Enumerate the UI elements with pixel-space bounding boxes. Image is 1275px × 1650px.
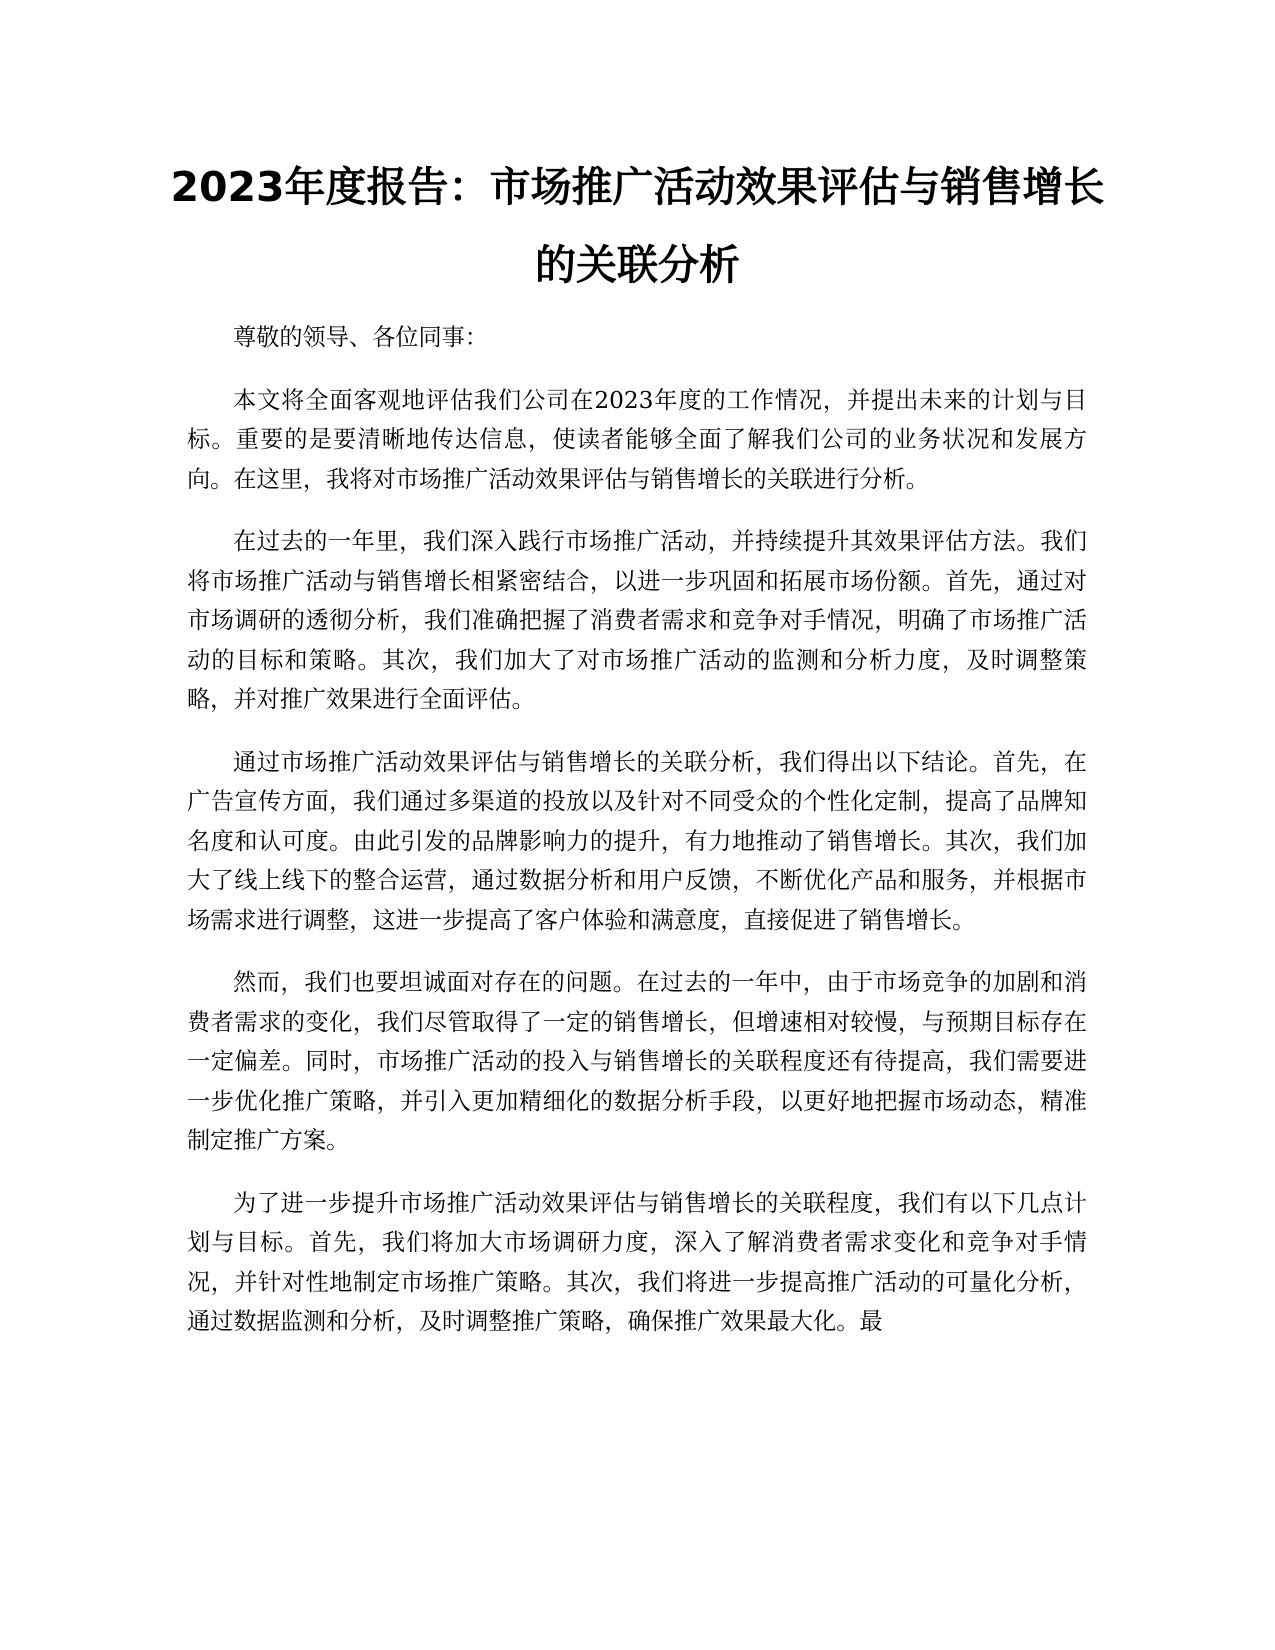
paragraph-4: 然而，我们也要坦诚面对存在的问题。在过去的一年中，由于市场竞争的加剧和消费者需求的变化，我们尽管取得了一定的销售增长，但增速相对较慢，与预期目标存在一定偏差。同时，市场推广活动的投入与销售增长的关联程度还有待提高，我们需要进一步优化推广策略，并引入更加精细化的数据分析手段，以更好地把握市场动态，精准制定推广方案。 [187, 969, 1087, 1154]
document-body [187, 318, 1087, 1365]
paragraph-5: 为了进一步提升市场推广活动效果评估与销售增长的关联程度，我们有以下几点计划与目标。首先，我们将加大市场调研力度，深入了解消费者需求变化和竞争对手情况，并针对性地制定市场推广策略。其次，我们将进一步提高推广活动的可量化分析，通过数据监测和分析，及时调整推广策略，确保推广效果最大化。最 [187, 1189, 1087, 1335]
document-title: 2023年度报告：市场推广活动效果评估与销售增长的关联分析 [170, 163, 1105, 289]
salutation: 尊敬的领导、各位同事： [233, 324, 489, 351]
paragraph-1: 本文将全面客观地评估我们公司在2023年度的工作情况，并提出未来的计划与目标。重要的是要清晰地传达信息，使读者能够全面了解我们公司的业务状况和发展方向。在这里，我将对市场推广活动效果评估与销售增长的关联进行分析。 [187, 386, 1087, 493]
paragraph-3: 通过市场推广活动效果评估与销售增长的关联分析，我们得出以下结论。首先，在广告宣传方面，我们通过多渠道的投放以及针对不同受众的个性化定制，提高了品牌知名度和认可度。由此引发的品牌影响力的提升，有力地推动了销售增长。其次，我们加大了线上线下的整合运营，通过数据分析和用户反馈，不断优化产品和服务，并根据市场需求进行调整，这进一步提高了客户体验和满意度，直接促进了销售增长。 [187, 748, 1087, 934]
paragraph-2: 在过去的一年里，我们深入践行市场推广活动，并持续提升其效果评估方法。我们将市场推广活动与销售增长相紧密结合，以进一步巩固和拓展市场份额。首先，通过对市场调研的透彻分析，我们准确把握了消费者需求和竞争对手情况，明确了市场推广活动的目标和策略。其次，我们加大了对市场推广活动的监测和分析力度，及时调整策略，并对推广效果进行全面评估。 [187, 528, 1087, 713]
